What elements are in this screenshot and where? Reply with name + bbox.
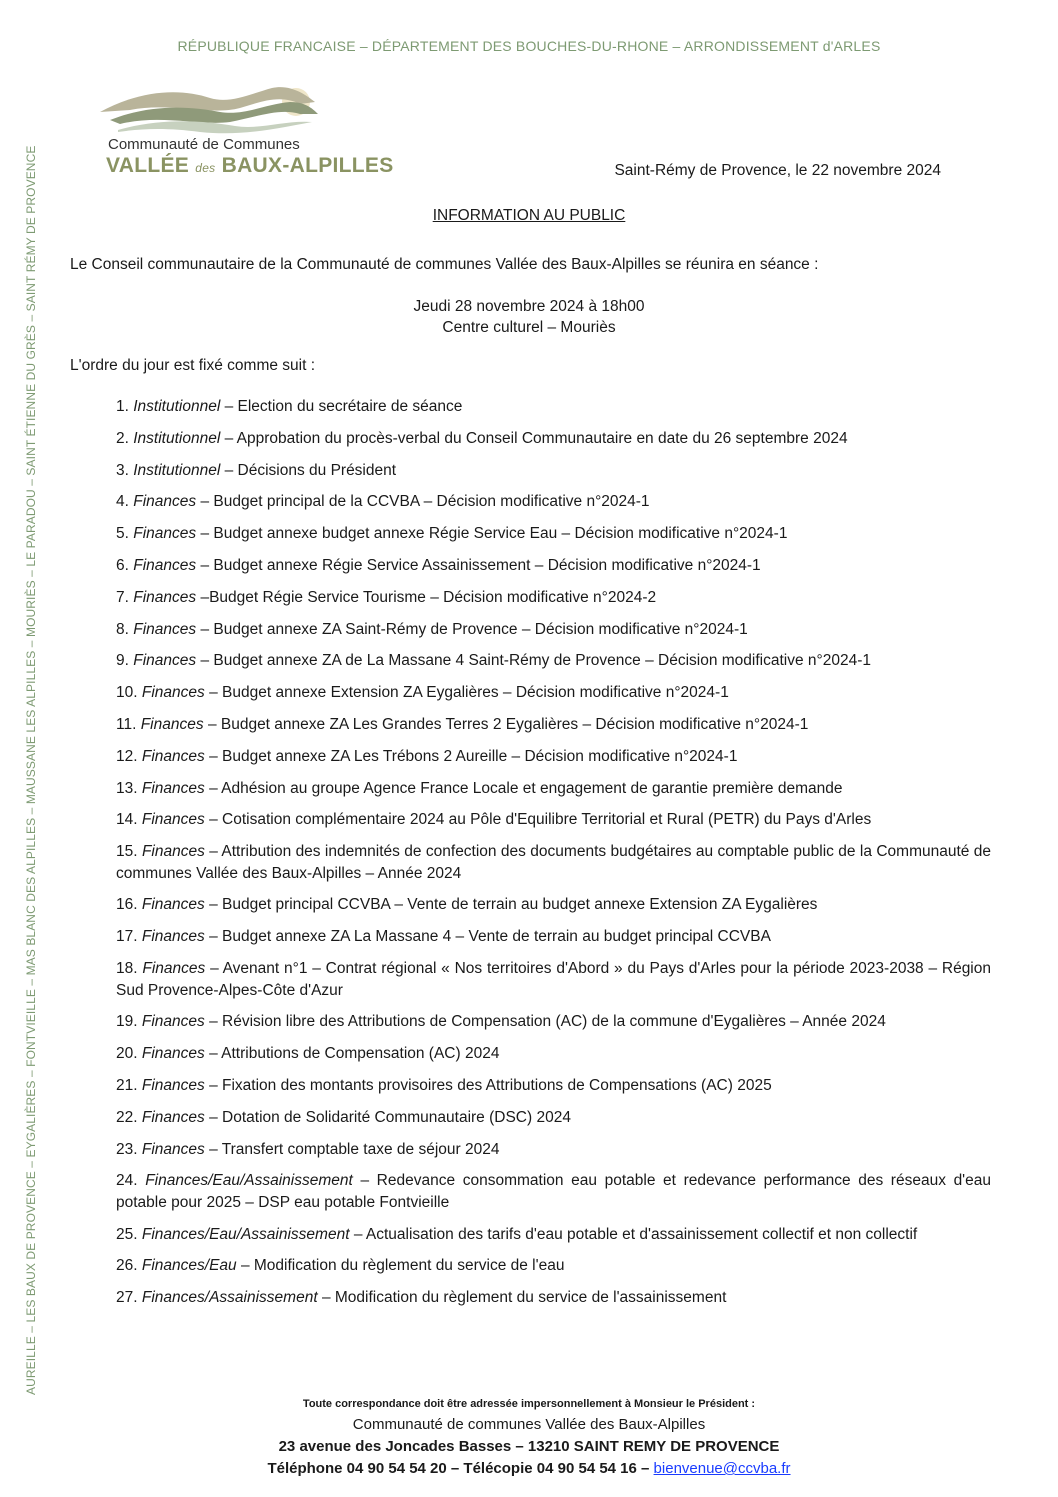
agenda-item-text: – Révision libre des Attributions de Compensation (AC) de la commune d'Eygalières – Année 2024 — [209, 1013, 886, 1031]
logo-line1: Communauté de Communes — [108, 136, 300, 153]
agenda-item — [116, 396, 991, 418]
meeting-date: Jeudi 28 novembre 2024 à 18h00 — [413, 298, 645, 315]
agenda-item-category: Finances — [133, 652, 197, 670]
agenda-item — [116, 460, 991, 482]
agenda-item — [116, 587, 991, 609]
agenda-item-number: 6. — [116, 556, 129, 574]
logo-des: des — [195, 161, 216, 175]
agenda-item-number: 16. — [116, 896, 138, 914]
agenda-item-category: Finances — [141, 1076, 205, 1094]
intro-text: Le Conseil communautaire de la Communauté de communes Vallée des Baux-Alpilles se réunira en séance : — [70, 256, 819, 273]
agenda-item — [116, 1043, 991, 1065]
agenda-item-category: Institutionnel — [133, 461, 221, 479]
agenda-item — [116, 778, 991, 800]
agenda-item-text: – Attribution des indemnités de confection des documents budgétaires au comptable public de la Communauté de communes Vallée des Baux-Alpilles – Année 2024 — [116, 843, 992, 882]
agenda-item-text: – Budget annexe Régie Service Assainissement – Décision modificative n°2024-1 — [200, 556, 761, 574]
logo-baux-alpilles: BAUX-ALPILLES — [221, 154, 394, 177]
agenda-item — [116, 926, 991, 948]
meeting-place: Centre culturel – Mouriès — [442, 319, 616, 336]
agenda-item-number: 7. — [116, 588, 129, 606]
agenda-item-number: 17. — [116, 928, 138, 946]
agenda-item-text: – Budget annexe ZA Saint-Rémy de Provence – Décision modificative n°2024-1 — [200, 620, 748, 638]
agenda-item — [116, 841, 991, 884]
agenda-item-text: – Budget annexe ZA Les Trébons 2 Aureille – Décision modificative n°2024-1 — [209, 747, 738, 765]
agenda-item-category: Finances — [133, 493, 197, 511]
agenda-item-category: Institutionnel — [133, 429, 221, 447]
agenda-item-number: 20. — [116, 1045, 138, 1063]
agenda-item-number: 12. — [116, 747, 138, 765]
agenda-item-text: – Budget annexe ZA Les Grandes Terres 2 Eygalières – Décision modificative n°2024-1 — [207, 715, 809, 733]
agenda-item-text: – Budget annexe Extension ZA Eygalières – Décision modificative n°2024-1 — [209, 684, 729, 702]
communes-sidebar: AUREILLE – LES BAUX DE PROVENCE – EYGALIÈRES – FONTVIEILLE – MAS BLANC DES ALPILLES – MAUSSANE LES ALPILLES – MOURIÈS – LE PARADOU – SAINT ÉTIENNE DU GRÈS – SAINT RÉMY DE PROVENCE — [24, 145, 38, 1395]
agenda-item-text: – Décisions du Président — [224, 461, 397, 479]
agenda-item — [116, 1255, 991, 1277]
agenda-item-text: – Redevance consommation eau potable et redevance performance des réseaux d'eau potable pour 2025 – DSP eau potable Fontvieille — [116, 1172, 992, 1211]
agenda-item-number: 22. — [116, 1108, 138, 1126]
meeting-info — [0, 296, 1058, 338]
agenda-item — [116, 1139, 991, 1161]
agenda-item-number: 9. — [116, 652, 129, 670]
agenda-item-category: Finances — [142, 960, 206, 978]
agenda-item-category: Finances/Eau — [141, 1257, 237, 1275]
agenda-item-category: Finances — [141, 1013, 205, 1031]
email-link[interactable]: bienvenue@ccvba.fr — [653, 1460, 791, 1477]
agenda-item-number: 21. — [116, 1076, 138, 1094]
agenda-item-number: 26. — [116, 1257, 138, 1275]
agenda-item-number: 24. — [116, 1172, 138, 1190]
agenda-item-number: 23. — [116, 1140, 138, 1158]
agenda-item-text: –Budget Régie Service Tourisme – Décision modificative n°2024-2 — [200, 588, 657, 606]
agenda-item — [116, 894, 991, 916]
agenda-item-category: Finances — [141, 896, 205, 914]
agenda-item-number: 25. — [116, 1225, 138, 1243]
agenda-item-text: – Budget annexe budget annexe Régie Service Eau – Décision modificative n°2024-1 — [200, 525, 788, 543]
agenda-item-category: Finances — [133, 556, 197, 574]
agenda-item — [116, 1224, 991, 1246]
agenda-item-text: – Adhésion au groupe Agence France Locale et engagement de garantie première demande — [209, 779, 843, 797]
agenda-item-number: 1. — [116, 398, 129, 415]
agenda-item-number: 3. — [116, 461, 129, 479]
footer-address: 23 avenue des Joncades Basses – 13210 SAINT REMY DE PROVENCE — [278, 1438, 780, 1455]
agenda-item-number: 10. — [116, 684, 138, 702]
footer-notice: Toute correspondance doit être adressée impersonnellement à Monsieur le Président : — [302, 1398, 756, 1410]
agenda-list — [116, 396, 991, 1319]
agenda-item-number: 15. — [116, 843, 138, 861]
agenda-item — [116, 1170, 991, 1213]
agenda-item-text: – Dotation de Solidarité Communautaire (DSC) 2024 — [209, 1108, 571, 1126]
document-date: Saint-Rémy de Provence, le 22 novembre 2024 — [614, 162, 941, 179]
agenda-item-number: 4. — [116, 493, 129, 511]
agenda-item — [116, 746, 991, 768]
footer-org: Communauté de communes Vallée des Baux-Alpilles — [352, 1416, 706, 1433]
republic-header: RÉPUBLIQUE FRANCAISE – DÉPARTEMENT DES BOUCHES-DU-RHONE – ARRONDISSEMENT d'ARLES — [177, 38, 881, 54]
agenda-item-text: – Transfert comptable taxe de séjour 2024 — [209, 1140, 500, 1158]
agenda-item-text: – Election du secrétaire de séance — [224, 398, 463, 415]
agenda-item-category: Finances — [141, 684, 205, 702]
agenda-item-category: Finances/Assainissement — [141, 1289, 318, 1307]
agenda-item-text: – Budget annexe ZA de La Massane 4 Saint-Rémy de Provence – Décision modificative n°2024-1 — [200, 652, 871, 670]
order-intro: L'ordre du jour est fixé comme suit : — [70, 357, 316, 374]
agenda-item-category: Finances — [140, 715, 204, 733]
agenda-item-text: – Budget annexe ZA La Massane 4 – Vente de terrain au budget principal CCVBA — [209, 928, 771, 946]
agenda-item-category: Finances — [133, 588, 197, 606]
mountain-logo-icon — [100, 80, 330, 140]
logo-line2 — [106, 154, 394, 178]
agenda-item — [116, 523, 991, 545]
agenda-item — [116, 555, 991, 577]
agenda-item-text: – Budget principal CCVBA – Vente de terrain au budget annexe Extension ZA Eygalières — [209, 896, 818, 914]
agenda-item-text: – Budget principal de la CCVBA – Décision modificative n°2024-1 — [200, 493, 650, 511]
document-title: INFORMATION AU PUBLIC — [432, 207, 626, 224]
footer-contact — [0, 1458, 1058, 1480]
agenda-item — [116, 958, 991, 1001]
agenda-item — [116, 491, 991, 513]
logo-vallee: VALLÉE — [106, 154, 190, 177]
agenda-item-number: 11. — [116, 715, 137, 733]
agenda-item-category: Finances — [141, 779, 205, 797]
agenda-item-text: – Avenant n°1 – Contrat régional « Nos territoires d'Abord » du Pays d'Arles pour la période 2023-2038 – Région Sud Provence-Alpes-Côte d'Azur — [116, 960, 991, 999]
agenda-item-text: – Attributions de Compensation (AC) 2024 — [209, 1045, 500, 1063]
agenda-item — [116, 619, 991, 641]
agenda-item — [116, 428, 991, 450]
agenda-item-number: 27. — [116, 1289, 138, 1307]
agenda-item — [116, 1011, 991, 1033]
agenda-item — [116, 682, 991, 704]
agenda-item-text: – Actualisation des tarifs d'eau potable et d'assainissement collectif et non collectif — [353, 1225, 918, 1243]
agenda-item-category: Finances — [141, 1140, 205, 1158]
agenda-item-category: Finances — [141, 843, 205, 861]
agenda-item-text: – Modification du règlement du service de l'assainissement — [321, 1289, 727, 1307]
agenda-item-text: – Modification du règlement du service de l'eau — [240, 1257, 565, 1275]
agenda-item-text: – Cotisation complémentaire 2024 au Pôle d'Equilibre Territorial et Rural (PETR) du Pays d'Arles — [209, 811, 872, 829]
agenda-item-number: 14. — [116, 811, 138, 829]
agenda-item — [116, 714, 991, 736]
agenda-item-text: – Fixation des montants provisoires des Attributions de Compensations (AC) 2025 — [209, 1076, 772, 1094]
agenda-item-category: Finances — [141, 811, 205, 829]
agenda-item-category: Institutionnel — [133, 398, 221, 415]
ccvba-logo — [100, 80, 394, 190]
agenda-item-number: 13. — [116, 779, 138, 797]
agenda-item-category: Finances — [133, 620, 197, 638]
agenda-item-number: 2. — [116, 429, 129, 447]
agenda-item — [116, 1287, 991, 1309]
agenda-item-category: Finances — [141, 747, 205, 765]
agenda-item-category: Finances — [141, 1045, 205, 1063]
agenda-item-category: Finances — [141, 928, 205, 946]
footer-phone: Téléphone 04 90 54 54 20 – Télécopie 04 90 54 54 16 – — [267, 1460, 654, 1477]
agenda-item — [116, 650, 991, 672]
agenda-item-number: 19. — [116, 1013, 138, 1031]
footer — [0, 1398, 1058, 1480]
agenda-item — [116, 809, 991, 831]
agenda-item-category: Finances — [133, 525, 197, 543]
agenda-item-text: – Approbation du procès-verbal du Conseil Communautaire en date du 26 septembre 2024 — [224, 429, 848, 447]
agenda-item-number: 8. — [116, 620, 129, 638]
agenda-item — [116, 1075, 991, 1097]
agenda-item-number: 5. — [116, 525, 129, 543]
agenda-item-category: Finances/Eau/Assainissement — [141, 1225, 350, 1243]
agenda-item-number: 18. — [116, 960, 138, 978]
agenda-item — [116, 1107, 991, 1129]
agenda-item-category: Finances — [141, 1108, 205, 1126]
agenda-item-category: Finances/Eau/Assainissement — [145, 1172, 353, 1190]
